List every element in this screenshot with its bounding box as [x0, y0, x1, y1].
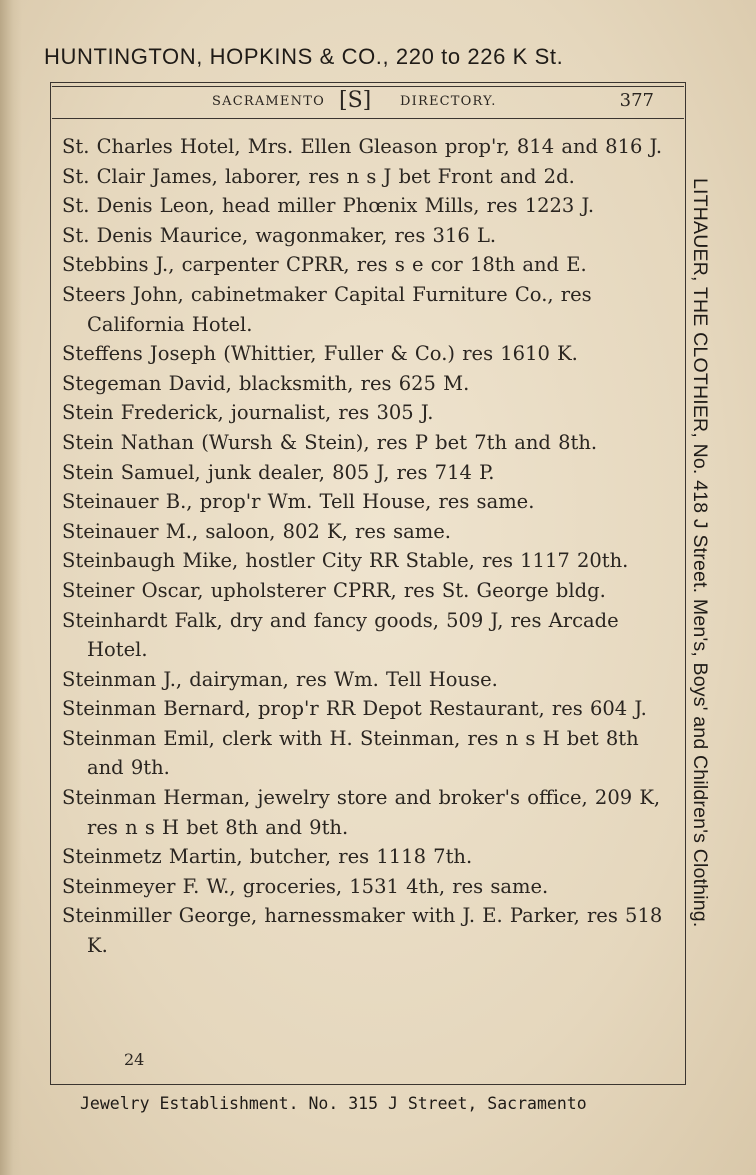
directory-entry: Steinhardt Falk, dry and fancy goods, 509 J, res Arcade Hotel. [62, 608, 619, 662]
directory-entry: St. Charles Hotel, Mrs. Ellen Gleason prop'r, 814 and 816 J. [62, 135, 663, 158]
running-header [52, 88, 684, 119]
side-advertisement [676, 178, 724, 978]
directory-entry: Stein Samuel, junk dealer, 805 J, res 714 P. [62, 460, 495, 484]
top-advertisement: HUNTINGTON, HOPKINS & CO., 220 to 226 K St. [44, 44, 564, 69]
page-number: 377 [619, 90, 654, 111]
directory-entry: Steinman Bernard, prop'r RR Depot Restaurant, res 604 J. [62, 697, 647, 721]
directory-entry: Steinman Herman, jewelry store and broker's office, 209 K, res n s H bet 8th and 9th. [62, 786, 661, 839]
directory-entry: Steinman Emil, clerk with H. Steinman, res n s H bet 8th and 9th. [62, 726, 639, 780]
directory-entry: Steinbaugh Mike, hostler City RR Stable, res 1117 20th. [62, 549, 629, 573]
book-spine-shadow [0, 0, 22, 1175]
directory-entry: St. Denis Maurice, wagonmaker, res 316 L. [62, 223, 497, 247]
directory-entry: Stebbins J., carpenter CPRR, res s e cor 18th and E. [62, 253, 587, 277]
directory-entry: Steinmeyer F. W., groceries, 1531 4th, res same. [62, 874, 549, 898]
directory-entry: Stegeman David, blacksmith, res 625 M. [62, 371, 470, 395]
directory-entry: St. Denis Leon, head miller Phœnix Mills, res 1223 J. [62, 194, 595, 218]
directory-entry: Steinauer B., prop'r Wm. Tell House, res same. [62, 490, 535, 514]
directory-entry: Steinmetz Martin, butcher, res 1118 7th. [62, 845, 473, 869]
directory-entry: Stein Nathan (Wursh & Stein), res P bet 7th and 8th. [62, 430, 598, 454]
directory-entry: Steinauer M., saloon, 802 K, res same. [62, 519, 451, 543]
header-city: SACRAMENTO [212, 94, 325, 109]
directory-entries [62, 132, 670, 961]
directory-entry: Steers John, cabinetmaker Capital Furniture Co., res California Hotel. [62, 282, 592, 336]
header-letter: [S] [339, 88, 372, 113]
directory-entry: St. Clair James, laborer, res n s J bet Front and 2d. [62, 164, 575, 188]
directory-entry: Steiner Oscar, upholsterer CPRR, res St. George bldg. [62, 578, 606, 602]
frame-inner-rule [52, 86, 684, 87]
side-advertisement-text: LITHAUER, THE CLOTHIER, No. 418 J Street. Men's, Boys' and Children's Clothing. [689, 178, 711, 928]
directory-entry: Steffens Joseph (Whittier, Fuller & Co.) res 1610 K. [62, 342, 578, 366]
directory-entry: Steinman J., dairyman, res Wm. Tell House. [62, 667, 498, 691]
bottom-advertisement: Jewelry Establishment. No. 315 J Street, Sacramento [80, 1094, 587, 1113]
directory-entry: Steinmiller George, harnessmaker with J. E. Parker, res 518 K. [62, 904, 663, 958]
signature-mark: 24 [124, 1050, 145, 1069]
header-directory: DIRECTORY. [400, 94, 497, 109]
directory-entry: Stein Frederick, journalist, res 305 J. [62, 401, 434, 425]
